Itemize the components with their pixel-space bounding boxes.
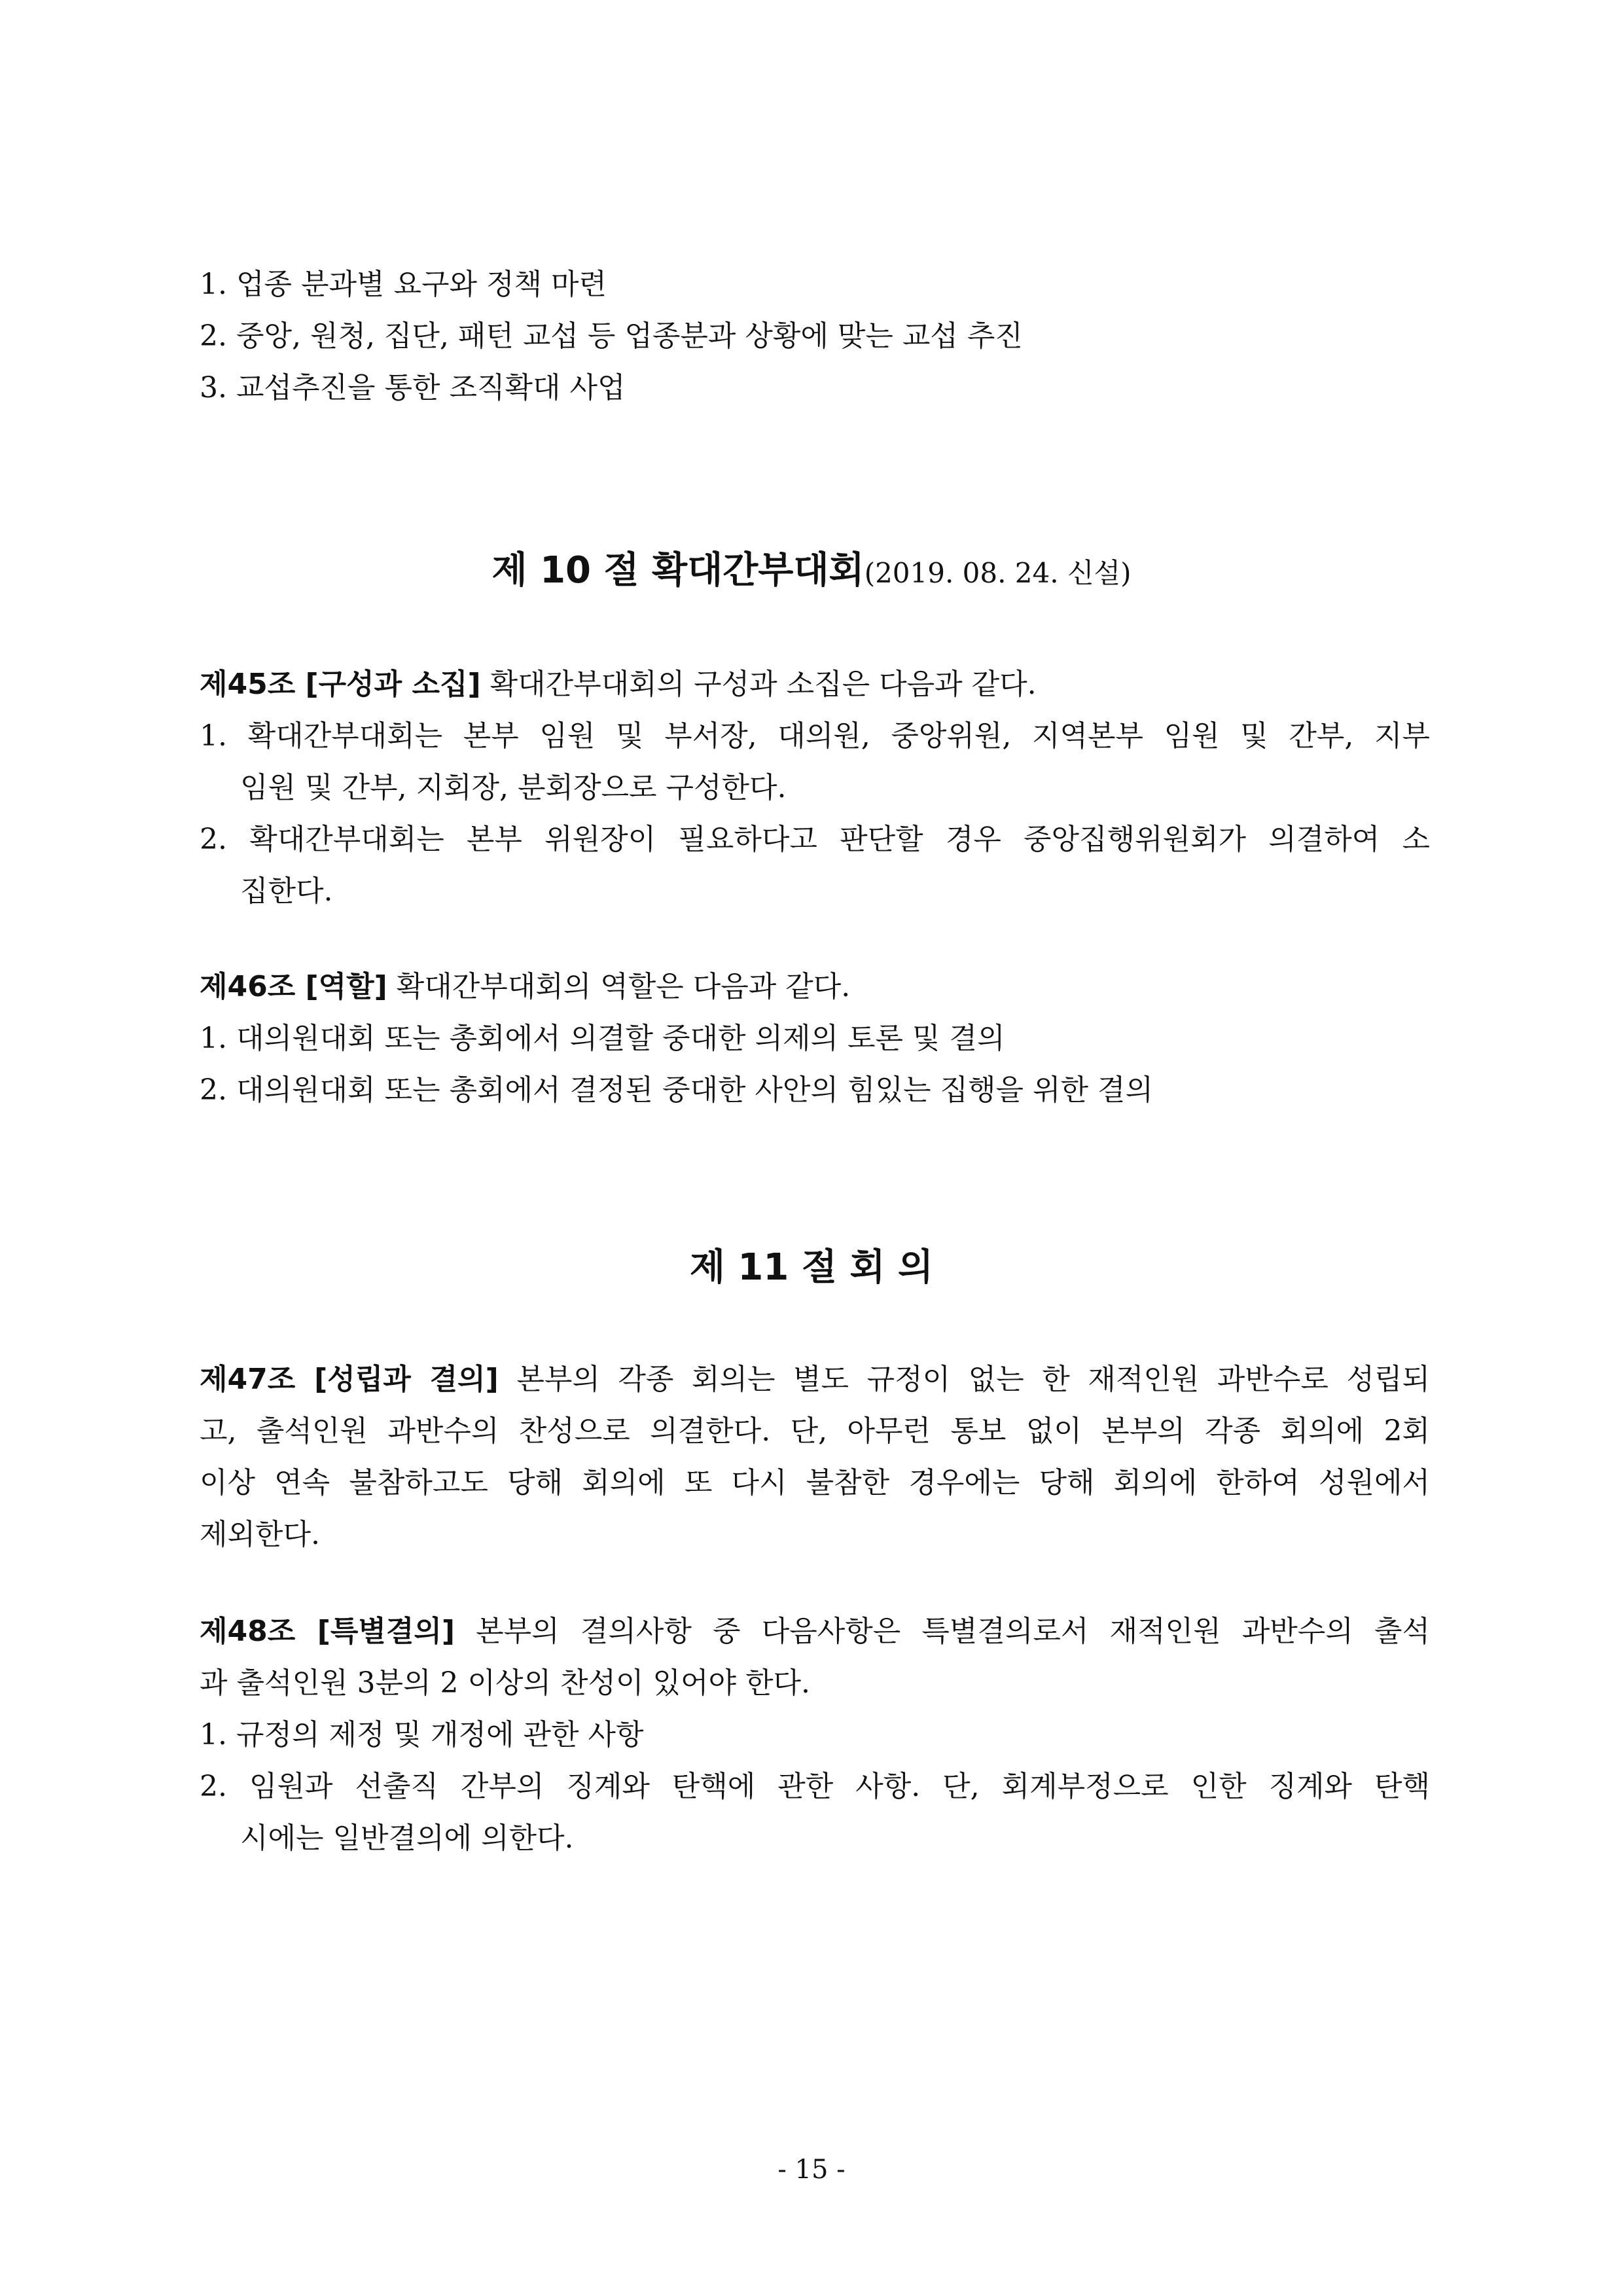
list-item-continuation: 집한다. bbox=[240, 874, 333, 908]
article-heading: 제48조 [특별결의] bbox=[200, 1615, 455, 1648]
article-paragraph-line: 과 출석인원 3분의 2 이상의 찬성이 있어야 한다. bbox=[200, 1666, 810, 1700]
article-paragraph-line: 고, 출석인원 과반수의 찬성으로 의결한다. 단, 아무런 통보 없이 본부의 각종 회의에 2회 bbox=[200, 1414, 1431, 1448]
article-heading: 제47조 [성립과 결의] bbox=[200, 1363, 499, 1396]
list-item-continuation: 시에는 일반결의에 의한다. bbox=[240, 1821, 574, 1855]
list-item: 2. 확대간부대회는 본부 위원장이 필요하다고 판단할 경우 중앙집행위원회가 의결하여 소 bbox=[200, 823, 1430, 856]
list-item: 2. 대의원대회 또는 총회에서 결정된 중대한 사안의 힘있는 집행을 위한 결의 bbox=[200, 1073, 1153, 1107]
article-47 bbox=[200, 1354, 1430, 1560]
article-heading: 제45조 [구성과 소집] bbox=[200, 668, 481, 701]
article-intro-text: 확대간부대회의 역할은 다음과 같다. bbox=[387, 970, 851, 1003]
article-text: 본부의 결의사항 중 다음사항은 특별결의로서 재적인원 과반수의 출석 bbox=[454, 1615, 1430, 1648]
page-number: - 15 - bbox=[777, 2155, 846, 2185]
list-item: 3. 교섭추진을 통한 조직확대 사업 bbox=[200, 371, 626, 404]
list-item: 1. 규정의 제정 및 개정에 관한 사항 bbox=[200, 1718, 644, 1751]
article-intro bbox=[200, 961, 1430, 1013]
article-text: 본부의 각종 회의는 별도 규정이 없는 한 재적인원 과반수로 성립되 bbox=[498, 1363, 1430, 1396]
list-item: 1. 업종 분과별 요구와 정책 마련 bbox=[200, 268, 607, 301]
list-item: 2. 중앙, 원청, 집단, 패턴 교섭 등 업종분과 상황에 맞는 교섭 추진 bbox=[200, 319, 1023, 353]
article-paragraph-line bbox=[200, 1354, 1430, 1405]
article-intro-text: 확대간부대회의 구성과 소집은 다음과 같다. bbox=[480, 668, 1037, 701]
article-paragraph-line: 제외한다. bbox=[200, 1518, 321, 1551]
article-paragraph-line: 이상 연속 불참하고도 당해 회의에 또 다시 불참한 경우에는 당해 회의에 한하여 성원에서 bbox=[200, 1466, 1430, 1499]
section-note: (2019. 08. 24. 신설) bbox=[864, 557, 1132, 589]
article-48 bbox=[200, 1605, 1430, 1864]
list-item-continuation: 임원 및 간부, 지회장, 분회장으로 구성한다. bbox=[240, 771, 787, 804]
list-item: 1. 확대간부대회는 본부 임원 및 부서장, 대의원, 중앙위원, 지역본부 임원 및 간부, 지부 bbox=[200, 719, 1431, 753]
section-10-heading bbox=[0, 545, 1623, 600]
list-item: 2. 임원과 선출직 간부의 징계와 탄핵에 관한 사항. 단, 회계부정으로 인한 징계와 탄핵 bbox=[200, 1770, 1430, 1803]
section-title: 제 11 절 회 의 bbox=[689, 1246, 934, 1289]
section-11-heading bbox=[0, 1242, 1623, 1294]
section-title: 제 10 절 확대간부대회 bbox=[491, 549, 865, 592]
article-paragraph-line bbox=[200, 1605, 1430, 1657]
article-45 bbox=[200, 658, 1430, 917]
article-46 bbox=[200, 961, 1430, 1116]
article-intro bbox=[200, 658, 1430, 710]
list-continued bbox=[200, 259, 1430, 414]
list-item: 1. 대의원대회 또는 총회에서 의결할 중대한 의제의 토론 및 결의 bbox=[200, 1022, 1005, 1055]
article-heading: 제46조 [역할] bbox=[200, 970, 387, 1003]
